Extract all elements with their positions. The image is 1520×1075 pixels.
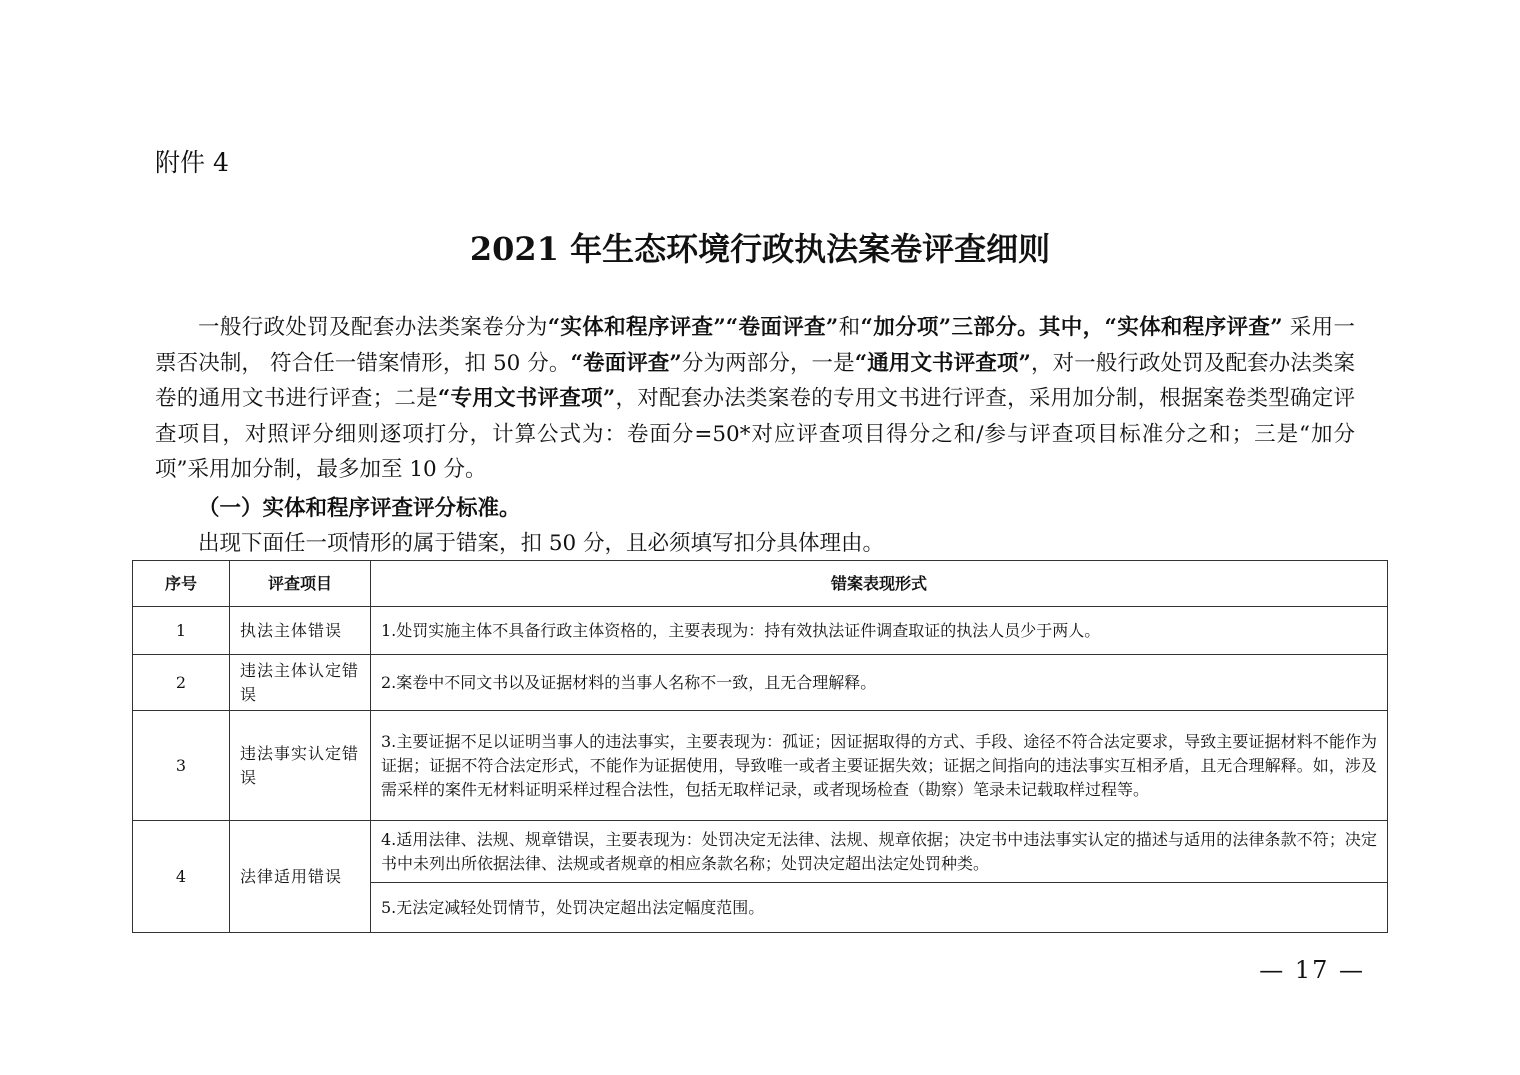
header-item: 评查项目 xyxy=(230,561,371,607)
table-row xyxy=(133,821,1388,883)
intro-text: 和 xyxy=(838,315,861,340)
review-table xyxy=(132,560,1388,933)
table-row xyxy=(133,655,1388,711)
row-description: 4.适用法律、法规、规章错误，主要表现为：处罚决定无法律、法规、规章依据；决定书中违法事实认定的描述与适用的法律条款不符；决定书中未列出所依据法律、法规或者规章的相应条款名称；处罚决定超出法定处罚种类。 xyxy=(371,821,1388,883)
row-number: 3 xyxy=(133,711,230,821)
row-number: 1 xyxy=(133,607,230,655)
header-description: 错案表现形式 xyxy=(371,561,1388,607)
row-description: 5.无法定减轻处罚情节，处罚决定超出法定幅度范围。 xyxy=(371,883,1388,933)
row-number: 4 xyxy=(133,821,230,933)
intro-emphasis: “实体和程序评查”“卷面评查” xyxy=(547,315,839,340)
page-number: — 17 — xyxy=(1259,956,1365,984)
intro-emphasis: “卷面评查” xyxy=(570,350,682,376)
intro-text: 分为两部分，一是 xyxy=(681,350,855,376)
section-block xyxy=(155,491,1355,561)
intro-emphasis: “通用文书评查项” xyxy=(854,350,1031,376)
row-number: 2 xyxy=(133,655,230,711)
row-description: 3.主要证据不足以证明当事人的违法事实，主要表现为：孤证；因证据取得的方式、手段、途径不符合法定要求，导致主要证据材料不能作为证据；证据不符合法定形式，不能作为证据使用，导致唯一或者主要证据失效；证据之间指向的违法事实互相矛盾，且无合理解释。如，涉及需采样的案件无材料证明采样过程合法性，包括无取样记录，或者现场检查（勘察）笔录未记载取样过程等。 xyxy=(371,711,1388,821)
intro-text: 一般行政处罚及配套办法类案卷分为 xyxy=(198,315,548,340)
row-item: 违法主体认定错误 xyxy=(230,655,371,711)
row-item: 违法事实认定错误 xyxy=(230,711,371,821)
intro-emphasis: “加分项”三部分。其中，“实体和程序评查” xyxy=(860,315,1283,340)
attachment-label: 附件 4 xyxy=(155,148,229,177)
section-rule: 出现下面任一项情形的属于错案，扣 50 分，且必须填写扣分具体理由。 xyxy=(198,531,885,556)
header-number: 序号 xyxy=(133,561,230,607)
table-header-row xyxy=(133,561,1388,607)
intro-emphasis: “专用文书评查项” xyxy=(437,386,616,411)
intro-text: ，对配套办法类案卷的专用文书进行评查，采用加分制，根据案卷类型确定评查项目，对照评分细则逐项打分，计算公式为：卷面分=50*对应评查项目得分之和/参与评查项目标准分之和；三是“加分项”采用加分制，最多加至 10 分。 xyxy=(155,386,1355,482)
row-description: 1.处罚实施主体不具备行政主体资格的，主要表现为：持有效执法证件调查取证的执法人员少于两人。 xyxy=(371,607,1388,655)
table-row xyxy=(133,607,1388,655)
intro-text: 采用一票否决制， 符合任一错案情形，扣 50 分。 xyxy=(155,315,1355,376)
row-description: 2.案卷中不同文书以及证据材料的当事人名称不一致，且无合理解释。 xyxy=(371,655,1388,711)
row-item: 执法主体错误 xyxy=(230,607,371,655)
document-title: 2021 年生态环境行政执法案卷评查细则 xyxy=(469,230,1051,268)
intro-paragraph xyxy=(155,310,1355,488)
table-row xyxy=(133,711,1388,821)
section-heading: （一）实体和程序评查评分标准。 xyxy=(198,496,521,521)
row-item: 法律适用错误 xyxy=(230,821,371,933)
intro-text: ，对一般行政处罚及配套办法类案卷的通用文书进行评查；二是 xyxy=(155,350,1355,411)
